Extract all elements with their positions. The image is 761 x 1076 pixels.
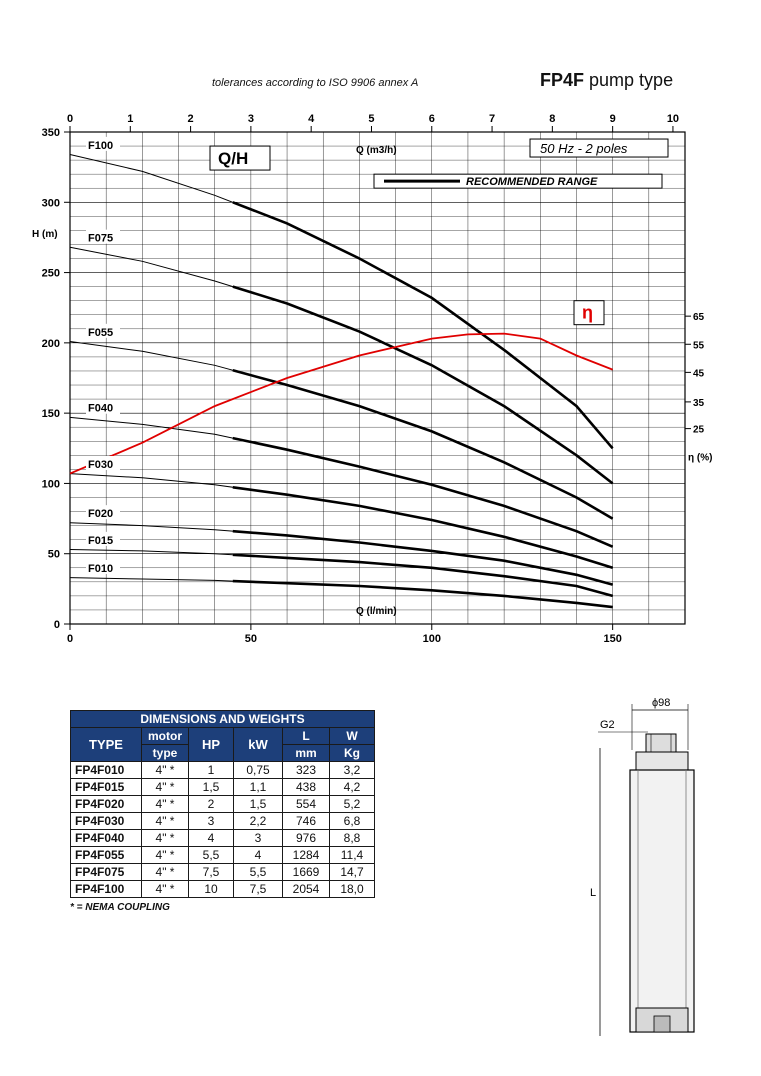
x-top-axis-label: Q (m3/h): [356, 144, 397, 156]
table-cell: FP4F020: [71, 796, 142, 813]
y-tick-label: 200: [41, 337, 60, 350]
header-l: L: [283, 728, 330, 745]
plot-frame: [70, 132, 685, 624]
table-row: [71, 847, 375, 864]
eta-tick-label: 25: [693, 424, 705, 436]
table-cell: 4: [189, 830, 234, 847]
table-cell: 10: [189, 881, 234, 898]
table-cell: 4: [234, 847, 283, 864]
header-l-unit: mm: [283, 745, 330, 762]
x-bottom-tick-label: 50: [244, 633, 258, 645]
x-bottom-tick-label: 100: [422, 633, 441, 645]
table-cell: 7,5: [189, 864, 234, 881]
x-top-tick-label: 5: [368, 113, 375, 125]
table-row: [71, 779, 375, 796]
table-row: [71, 864, 375, 881]
table-row: [71, 813, 375, 830]
header-w: W: [330, 728, 375, 745]
table-cell: 1,1: [234, 779, 283, 796]
curve-f075: [70, 247, 613, 483]
x-top-tick-label: 6: [428, 113, 435, 125]
pump-shaft: [654, 1016, 670, 1032]
x-top-tick-label: 7: [488, 113, 496, 125]
series-label-f075: F075: [88, 232, 114, 245]
table-cell: 4" *: [142, 881, 189, 898]
curve-f100: [70, 155, 613, 449]
x-bottom-axis-label: Q (l/min): [356, 605, 397, 617]
curve-rec-f030: [233, 487, 613, 568]
outlet-head: [646, 734, 676, 752]
x-bottom-tick-label: 0: [66, 633, 74, 645]
table-cell: FP4F030: [71, 813, 142, 830]
table-cell: 7,5: [234, 881, 283, 898]
x-bottom-tick-label: 150: [603, 633, 622, 645]
curve-f040: [70, 417, 613, 546]
diameter-label: ϕ98: [652, 697, 671, 709]
efficiency-curve: [70, 334, 613, 474]
table-cell: 18,0: [330, 881, 375, 898]
y-tick-label: 300: [41, 197, 60, 210]
table-row: [71, 830, 375, 847]
length-label: L: [590, 887, 597, 899]
table-cell: 1669: [283, 864, 330, 881]
eta-tick-label: 65: [693, 312, 705, 324]
eta-tick-label: 55: [693, 340, 705, 352]
nema-note: * = NEMA COUPLING: [70, 902, 170, 913]
series-label-f030: F030: [88, 458, 114, 471]
curve-rec-f010: [233, 581, 613, 607]
header-hp: HP: [189, 728, 234, 762]
table-cell: FP4F075: [71, 864, 142, 881]
table-cell: FP4F015: [71, 779, 142, 796]
x-top-tick-label: 9: [609, 113, 616, 125]
series-label-f020: F020: [88, 508, 114, 521]
table-cell: 8,8: [330, 830, 375, 847]
table-cell: 14,7: [330, 864, 375, 881]
table-row: [71, 762, 375, 779]
series-label-f055: F055: [88, 326, 114, 339]
table-cell: 323: [283, 762, 330, 779]
table-row: [71, 796, 375, 813]
y-tick-label: 50: [47, 548, 60, 561]
series-label-f015: F015: [88, 534, 114, 547]
dimensions-title: DIMENSIONS AND WEIGHTS: [71, 711, 375, 728]
title-suffix: pump type: [589, 70, 674, 90]
table-cell: 4" *: [142, 830, 189, 847]
x-top-tick-label: 4: [308, 113, 315, 125]
table-cell: 2054: [283, 881, 330, 898]
table-cell: FP4F055: [71, 847, 142, 864]
table-cell: 5,5: [189, 847, 234, 864]
table-cell: 1: [189, 762, 234, 779]
curve-rec-f040: [233, 438, 613, 547]
table-cell: 4,2: [330, 779, 375, 796]
eta-tick-label: 35: [693, 397, 705, 409]
table-cell: 2,2: [234, 813, 283, 830]
eta-axis-label: η (%): [688, 452, 713, 464]
series-label-f040: F040: [88, 402, 114, 415]
table-cell: FP4F100: [71, 881, 142, 898]
freq-label: 50 Hz - 2 poles: [540, 141, 628, 157]
y-axis-label: H (m): [32, 229, 58, 241]
table-cell: FP4F010: [71, 762, 142, 779]
header-w-unit: Kg: [330, 745, 375, 762]
chart-grid: [70, 132, 685, 624]
table-cell: 3,2: [330, 762, 375, 779]
table-cell: 0,75: [234, 762, 283, 779]
table-cell: 6,8: [330, 813, 375, 830]
table-cell: 1284: [283, 847, 330, 864]
qh-label: Q/H: [218, 149, 249, 169]
y-tick-label: 100: [41, 478, 60, 491]
x-top-tick-label: 0: [66, 113, 74, 125]
curve-f010: [70, 578, 613, 608]
curve-f015: [70, 550, 613, 596]
eta-tick-label: 45: [693, 368, 705, 380]
table-cell: 4" *: [142, 796, 189, 813]
table-cell: 4" *: [142, 779, 189, 796]
table-cell: 3: [234, 830, 283, 847]
table-cell: FP4F040: [71, 830, 142, 847]
table-cell: 438: [283, 779, 330, 796]
pump-drawing: [580, 690, 700, 1050]
header-kw: kW: [234, 728, 283, 762]
recommended-label: RECOMMENDED RANGE: [466, 176, 598, 189]
thread-label: G2: [600, 719, 615, 731]
y-tick-label: 250: [41, 267, 60, 280]
y-tick-label: 0: [53, 619, 60, 631]
table-cell: 4" *: [142, 813, 189, 830]
x-top-tick-label: 2: [187, 113, 194, 125]
y-tick-label: 150: [41, 408, 60, 421]
curve-f055: [70, 342, 613, 519]
title-model: FP4F: [540, 70, 585, 90]
chart-curves: [70, 155, 613, 608]
dimensions-table-container: [70, 710, 375, 913]
x-top-tick-label: 1: [127, 113, 134, 125]
curve-rec-f100: [233, 202, 613, 448]
header-motor-type: type: [142, 745, 189, 762]
pump-top-bearing: [636, 752, 688, 770]
table-cell: 5,5: [234, 864, 283, 881]
table-cell: 3: [189, 813, 234, 830]
table-cell: 11,4: [330, 847, 375, 864]
table-row: [71, 881, 375, 898]
eta-symbol: η: [582, 302, 593, 323]
y-tick-label: 350: [41, 127, 60, 139]
page-title: [540, 70, 673, 91]
table-cell: 5,2: [330, 796, 375, 813]
x-top-tick-label: 8: [549, 113, 556, 125]
header-type: TYPE: [71, 728, 142, 762]
table-cell: 746: [283, 813, 330, 830]
table-cell: 554: [283, 796, 330, 813]
table-cell: 976: [283, 830, 330, 847]
table-cell: 4" *: [142, 864, 189, 881]
x-top-tick-label: 10: [666, 113, 680, 125]
table-cell: 1,5: [189, 779, 234, 796]
header-motor: motor: [142, 728, 189, 745]
series-label-f100: F100: [88, 139, 114, 152]
table-cell: 2: [189, 796, 234, 813]
table-cell: 1,5: [234, 796, 283, 813]
x-top-tick-label: 3: [247, 113, 254, 125]
tolerance-note: tolerances according to ISO 9906 annex A: [212, 77, 419, 89]
pump-body: [630, 770, 694, 1032]
table-cell: 4" *: [142, 762, 189, 779]
series-label-f010: F010: [88, 562, 114, 575]
table-cell: 4" *: [142, 847, 189, 864]
dimensions-rows: [71, 762, 375, 898]
dimensions-table: [70, 710, 375, 898]
performance-chart: [0, 100, 761, 660]
